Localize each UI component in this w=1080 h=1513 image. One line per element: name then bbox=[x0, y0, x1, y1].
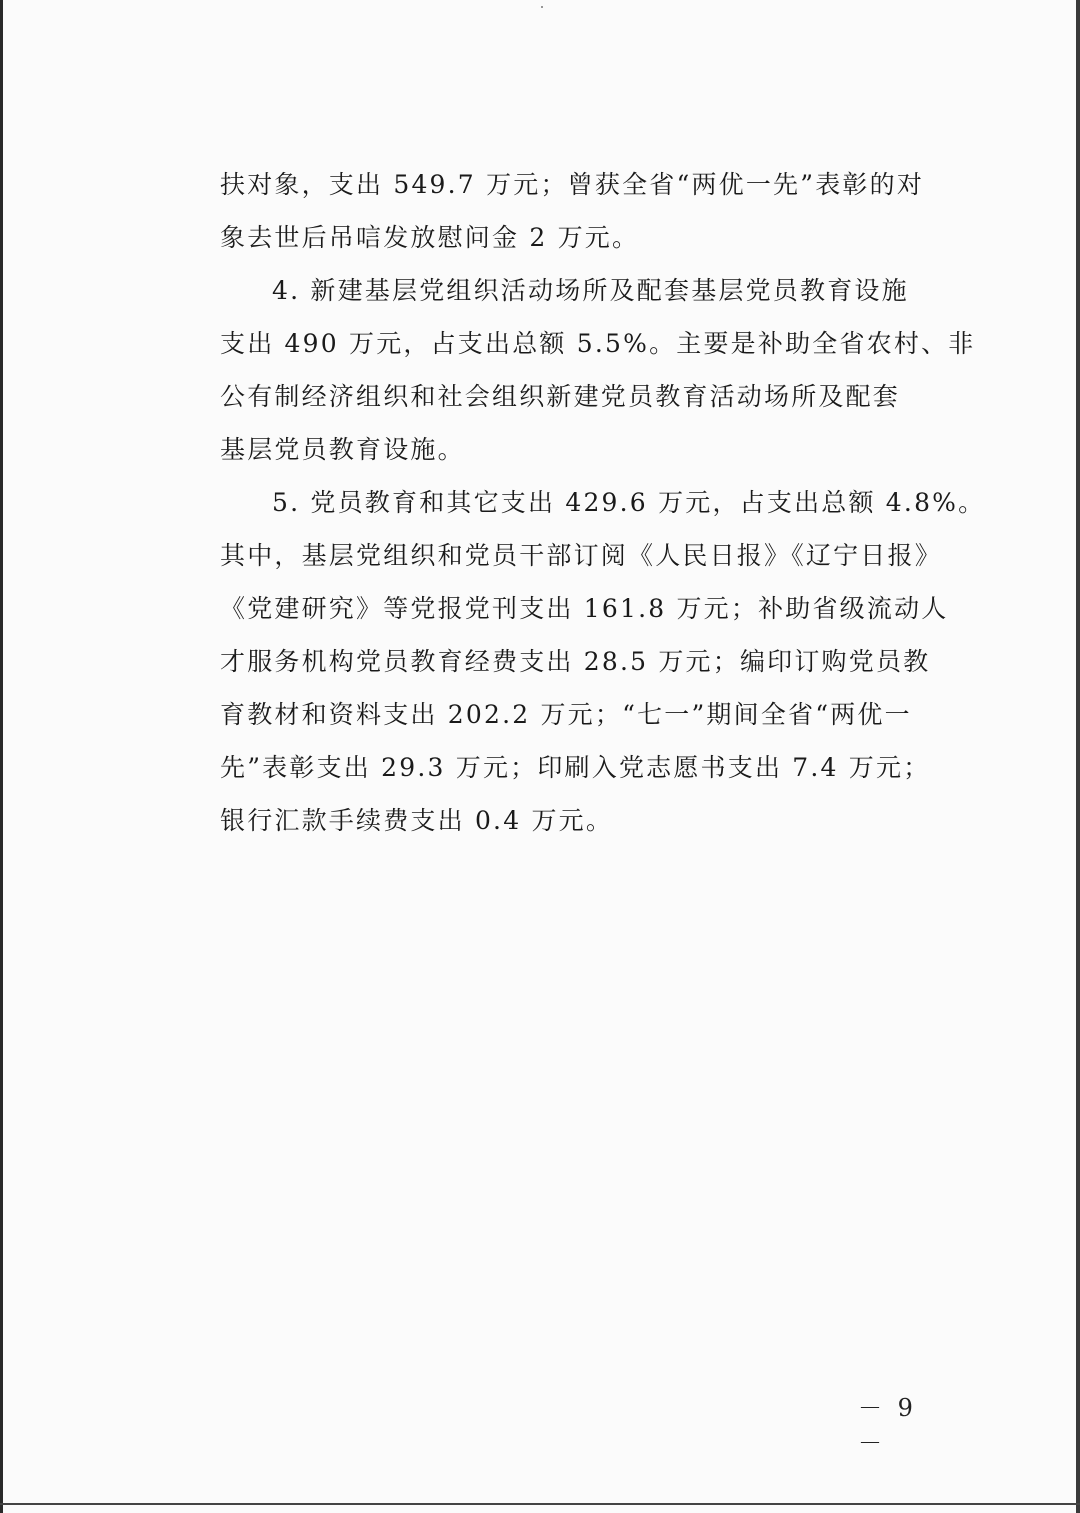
paragraph-line: 基层党员教育设施。 bbox=[220, 435, 465, 464]
paragraph-line: 育教材和资料支出 202.2 万元；“七一”期间全省“两优一 bbox=[220, 700, 912, 729]
scan-edge-left bbox=[0, 0, 3, 1513]
paragraph-line: 扶对象，支出 549.7 万元；曾获全省“两优一先”表彰的对 bbox=[220, 170, 925, 199]
paragraph-line: 公有制经济组织和社会组织新建党员教育活动场所及配套 bbox=[220, 382, 901, 411]
paragraph-line: 5. 党员教育和其它支出 429.6 万元，占支出总额 4.8%。 bbox=[272, 488, 986, 517]
scan-speck bbox=[541, 6, 543, 8]
scan-edge-bottom bbox=[0, 1503, 1080, 1505]
paragraph-line: 《党建研究》等党报党刊支出 161.8 万元；补助省级流动人 bbox=[220, 594, 949, 623]
paragraph-line: 先”表彰支出 29.3 万元；印刷入党志愿书支出 7.4 万元； bbox=[220, 753, 931, 782]
paragraph-line: 才服务机构党员教育经费支出 28.5 万元；编印订购党员教 bbox=[220, 647, 931, 676]
paragraph-line: 象去世后吊唁发放慰问金 2 万元。 bbox=[220, 223, 640, 252]
paragraph-line: 其中，基层党组织和党员干部订阅《人民日报》《辽宁日报》 bbox=[220, 541, 942, 570]
page-number: － 9 － bbox=[858, 1394, 917, 1457]
paragraph-line: 支出 490 万元，占支出总额 5.5%。主要是补助全省农村、非 bbox=[220, 329, 976, 358]
scan-edge-right bbox=[1076, 0, 1080, 1513]
paragraph-line: 4. 新建基层党组织活动场所及配套基层党员教育设施 bbox=[272, 276, 909, 305]
paragraph-line: 银行汇款手续费支出 0.4 万元。 bbox=[220, 806, 614, 835]
document-body bbox=[220, 158, 986, 847]
